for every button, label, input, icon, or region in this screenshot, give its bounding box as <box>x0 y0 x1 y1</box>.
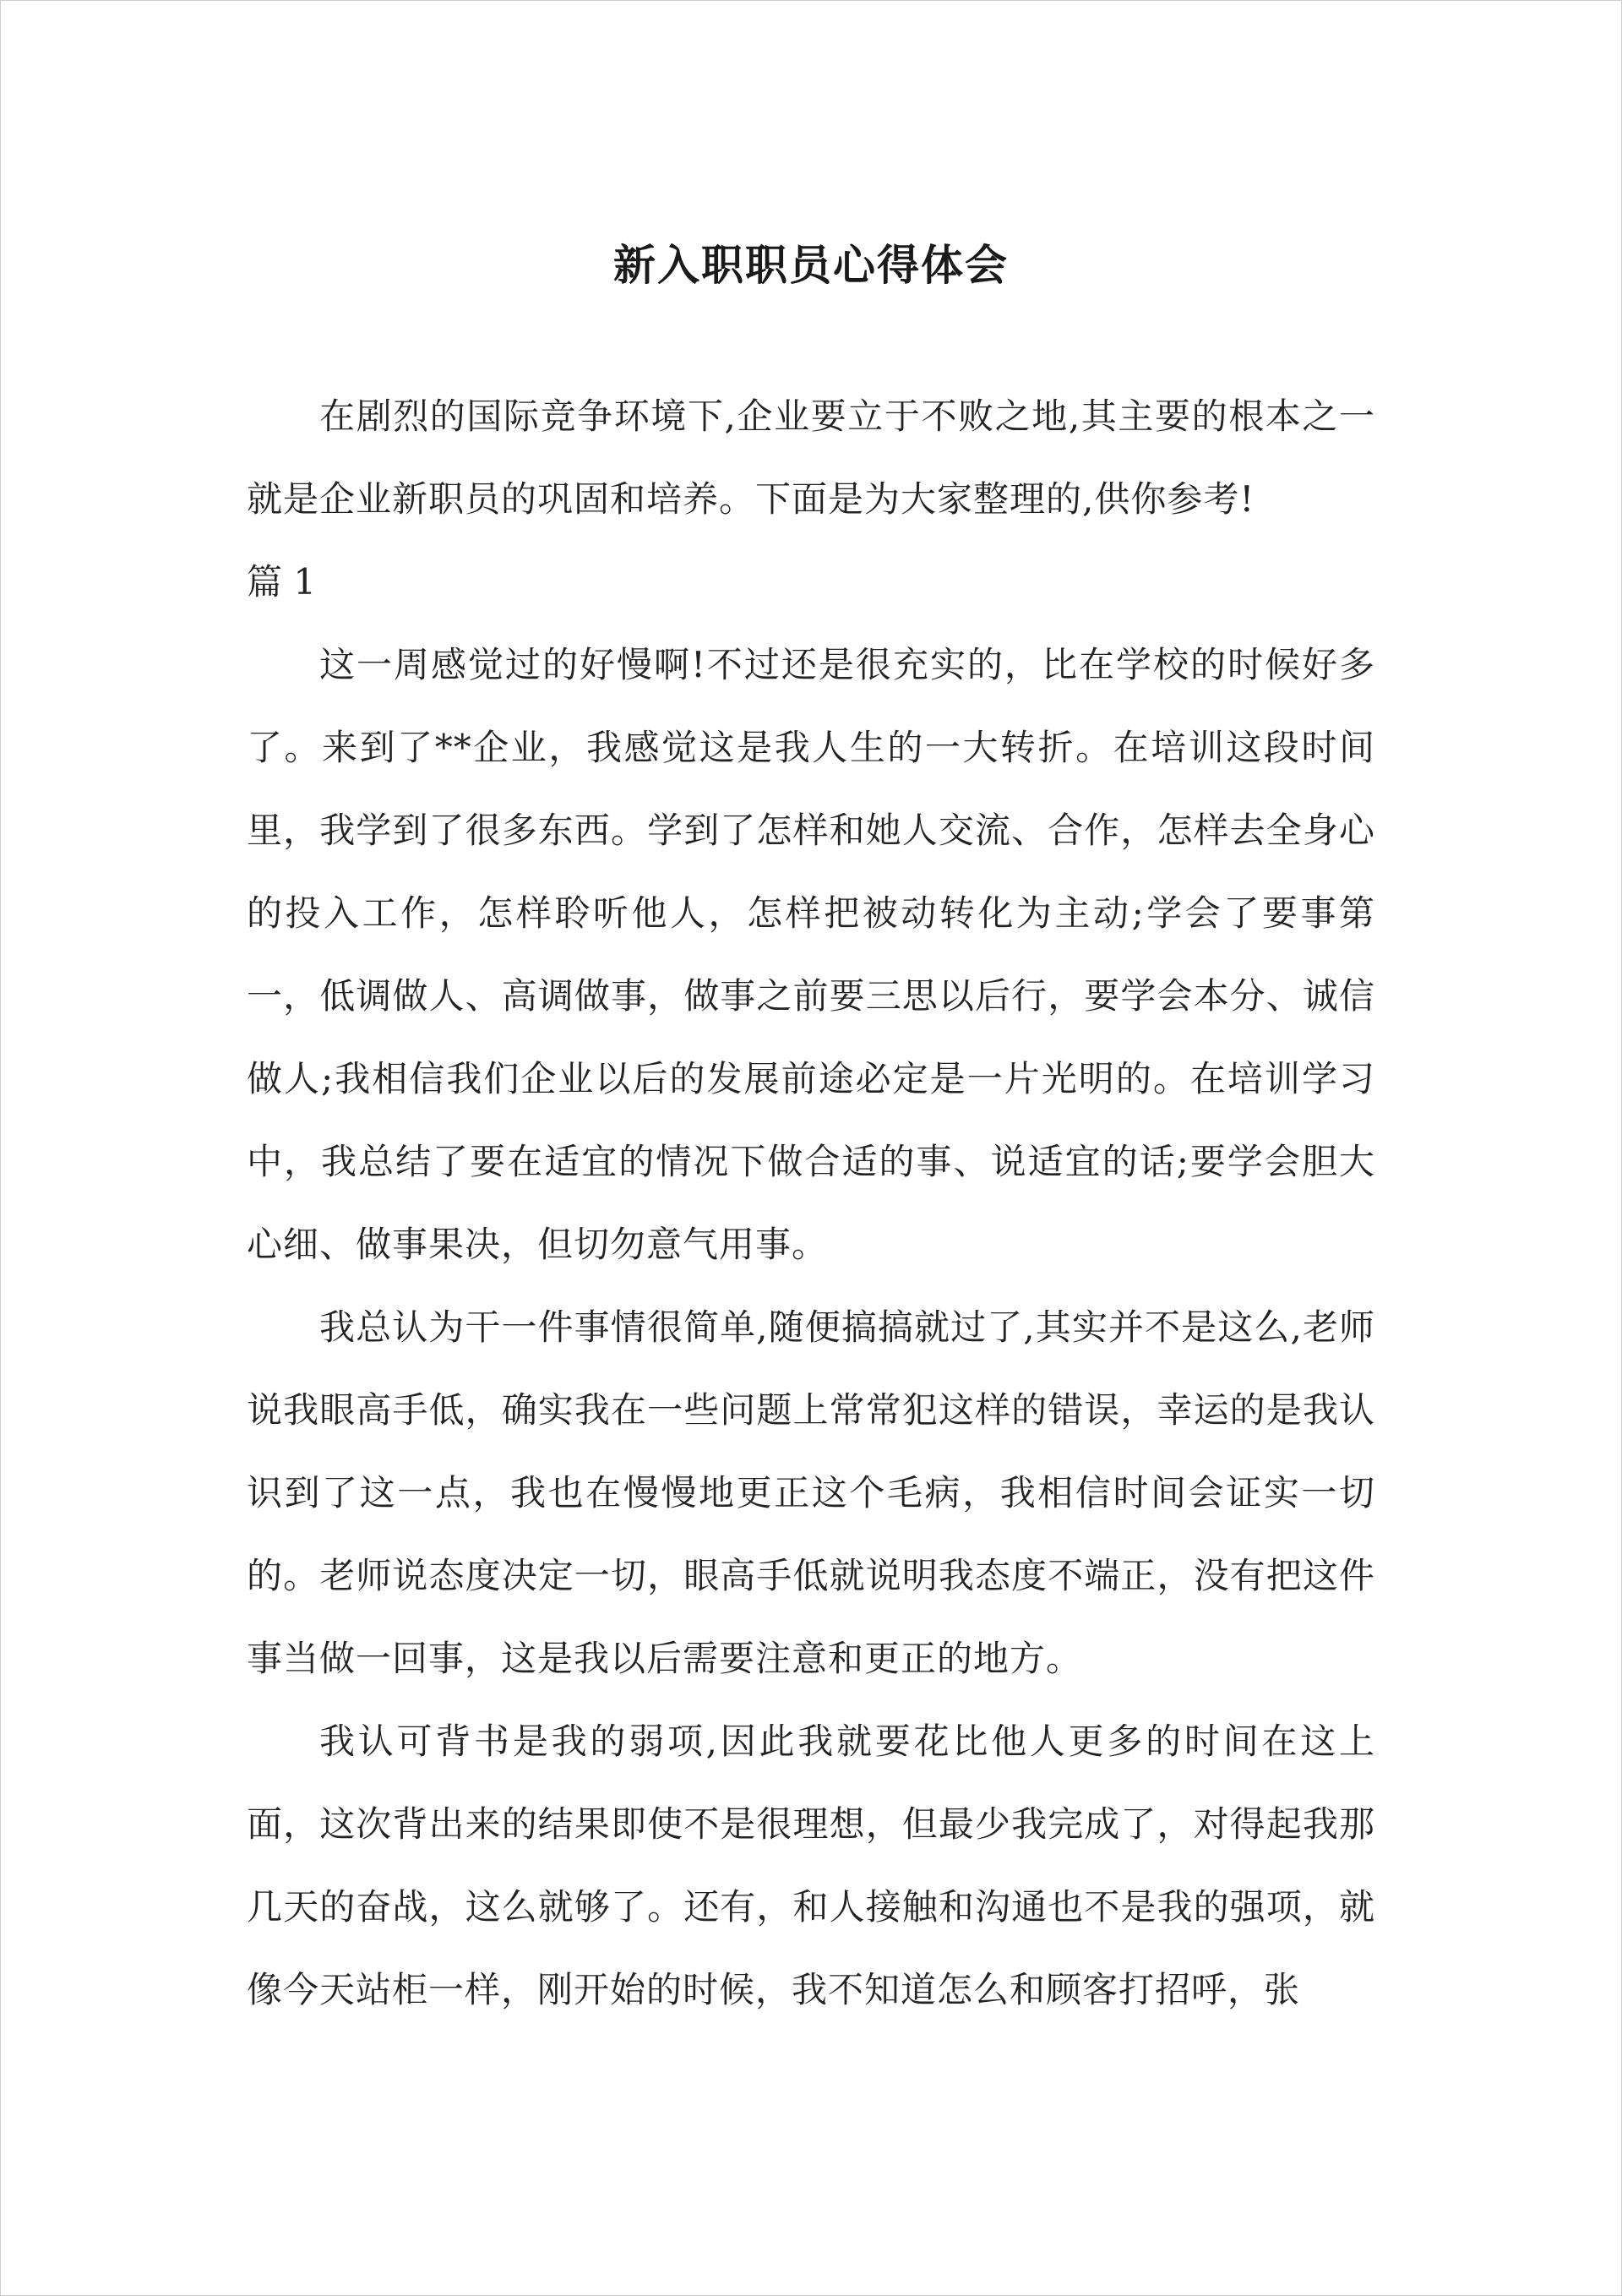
document-title: 新入职职员心得体会 <box>613 239 1009 290</box>
intro-paragraph: 在剧烈的国际竞争环境下,企业要立于不败之地,其主要的根本之一就是企业新职员的巩固和培养。下面是为大家整理的,供你参考! <box>247 395 1375 520</box>
body-paragraph: 我认可背书是我的弱项,因此我就要花比他人更多的时间在这上面，这次背出来的结果即使不是很理想，但最少我完成了，对得起我那几天的奋战，这么就够了。还有，和人接触和沟通也不是我的强项，就像今天站柜一样，刚开始的时候，我不知道怎么和顾客打招呼，张 <box>247 1721 1375 2010</box>
body-paragraph: 这一周感觉过的好慢啊!不过还是很充实的，比在学校的时候好多了。来到了**企业，我感觉这是我人生的一大转折。在培训这段时间里，我学到了很多东西。学到了怎样和她人交流、合作，怎样去全身心的投入工作，怎样聆听他人，怎样把被动转化为主动;学会了要事第一，低调做人、高调做事，做事之前要三思以后行，要学会本分、诚信做人;我相信我们企业以后的发展前途必定是一片光明的。在培训学习中，我总结了要在适宜的情况下做合适的事、说适宜的话;要学会胆大心细、做事果决，但切勿意气用事。 <box>247 644 1375 1265</box>
body-paragraph: 我总认为干一件事情很简单,随便搞搞就过了,其实并不是这么,老师说我眼高手低，确实我在一些问题上常常犯这样的错误，幸运的是我认识到了这一点，我也在慢慢地更正这个毛病，我相信时间会证实一切的。老师说态度决定一切，眼高手低就说明我态度不端正，没有把这件事当做一回事，这是我以后需要注意和更正的地方。 <box>247 1306 1375 1679</box>
section-label: 篇 1 <box>247 561 317 603</box>
document-body <box>247 375 1375 2031</box>
